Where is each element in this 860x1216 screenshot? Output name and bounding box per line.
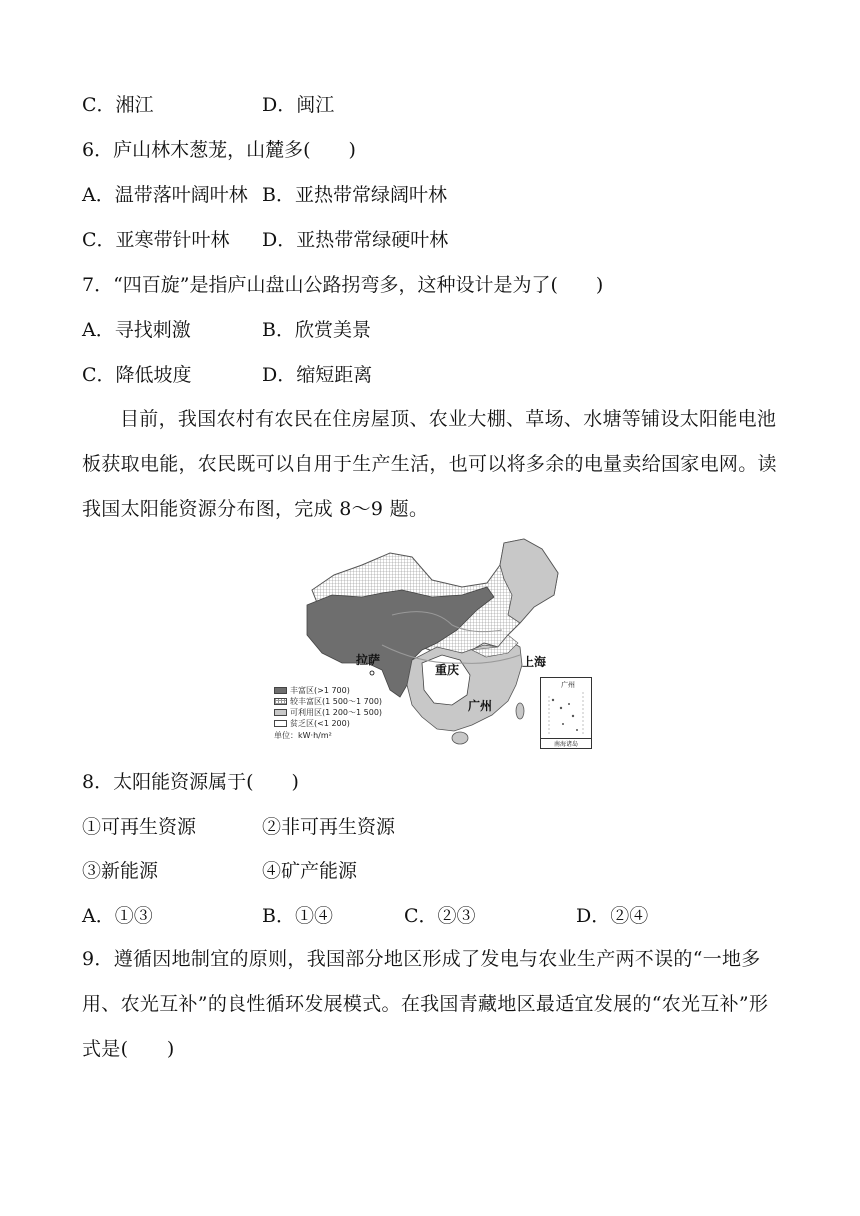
solar-resource-map: [272, 535, 594, 753]
q8-statement-1: ①可再生资源: [82, 816, 197, 838]
legend-swatch-use: [274, 709, 287, 716]
q5-option-d: D．闽江: [262, 94, 335, 116]
q6-option-c: C．亚寒带针叶林: [82, 229, 230, 251]
q7-option-d: D．缩短距离: [262, 364, 373, 386]
label-lhasa: 拉萨: [356, 653, 381, 667]
map-lhasa-dot: [370, 671, 374, 675]
map-region-northeast: [500, 539, 558, 623]
q7-option-a: A．寻找刺激: [82, 319, 191, 341]
q8-option-a: A．①③: [82, 905, 153, 927]
map-hainan: [452, 732, 468, 744]
q5-option-c: C．湘江: [82, 94, 154, 116]
q8-option-b: B．①④: [262, 905, 333, 927]
intro-paragraph: 目前，我国农村有农民在住房屋顶、农业大棚、草场、水塘等铺设太阳能电池板获取电能，农民既可以自用于生产生活，也可以将多余的电量卖给国家电网。读我国太阳能资源分布图，完成 8～9 题。: [82, 408, 777, 520]
label-shanghai: 上海: [522, 655, 547, 669]
label-guangzhou: 广州: [468, 699, 493, 713]
legend-unit: 单位：kW·h/m²: [274, 731, 332, 740]
q6-option-d: D．亚热带常绿硬叶林: [262, 229, 449, 251]
q8-statement-3: ③新能源: [82, 860, 159, 882]
legend-item-less: 较丰富区(1 500～1 700): [274, 696, 382, 707]
q7-option-b: B．欣赏美景: [262, 319, 371, 341]
legend-swatch-rich: [274, 687, 287, 694]
legend-swatch-less: [274, 698, 287, 705]
q8-statement-4: ④矿产能源: [262, 860, 358, 882]
south-sea-inset: [540, 677, 592, 749]
q8-stem: 8．太阳能资源属于( ): [82, 771, 299, 793]
inset-city-label: 广州: [561, 681, 575, 689]
q6-option-a: A．温带落叶阔叶林: [82, 184, 248, 206]
q7-option-c: C．降低坡度: [82, 364, 192, 386]
label-chongqing: 重庆: [435, 663, 460, 677]
map-legend: [274, 685, 382, 741]
q8-statement-2: ②非可再生资源: [262, 816, 396, 838]
legend-item-poor: 贫乏区(<1 200): [274, 718, 382, 729]
q9-stem: 9．遵循因地制宜的原则，我国部分地区形成了发电与农业生产两不误的“一地多用、农光互补”的良性循环发展模式。在我国青藏地区最适宜发展的“农光互补”形式是( ): [82, 948, 769, 1060]
q8-option-d: D．②④: [576, 905, 649, 927]
inset-islands: [541, 686, 591, 742]
legend-swatch-poor: [274, 720, 287, 727]
legend-item-rich: 丰富区(>1 700): [274, 685, 382, 696]
map-taiwan: [516, 703, 524, 719]
legend-item-use: 可利用区(1 200～1 500): [274, 707, 382, 718]
q7-stem: 7．“四百旋”是指庐山盘山公路拐弯多，这种设计是为了( ): [82, 274, 604, 296]
inset-title: 南海诸岛: [541, 738, 591, 748]
q6-stem: 6．庐山林木葱茏，山麓多( ): [82, 139, 356, 161]
q6-option-b: B．亚热带常绿阔叶林: [262, 184, 447, 206]
q8-option-c: C．②③: [404, 905, 476, 927]
